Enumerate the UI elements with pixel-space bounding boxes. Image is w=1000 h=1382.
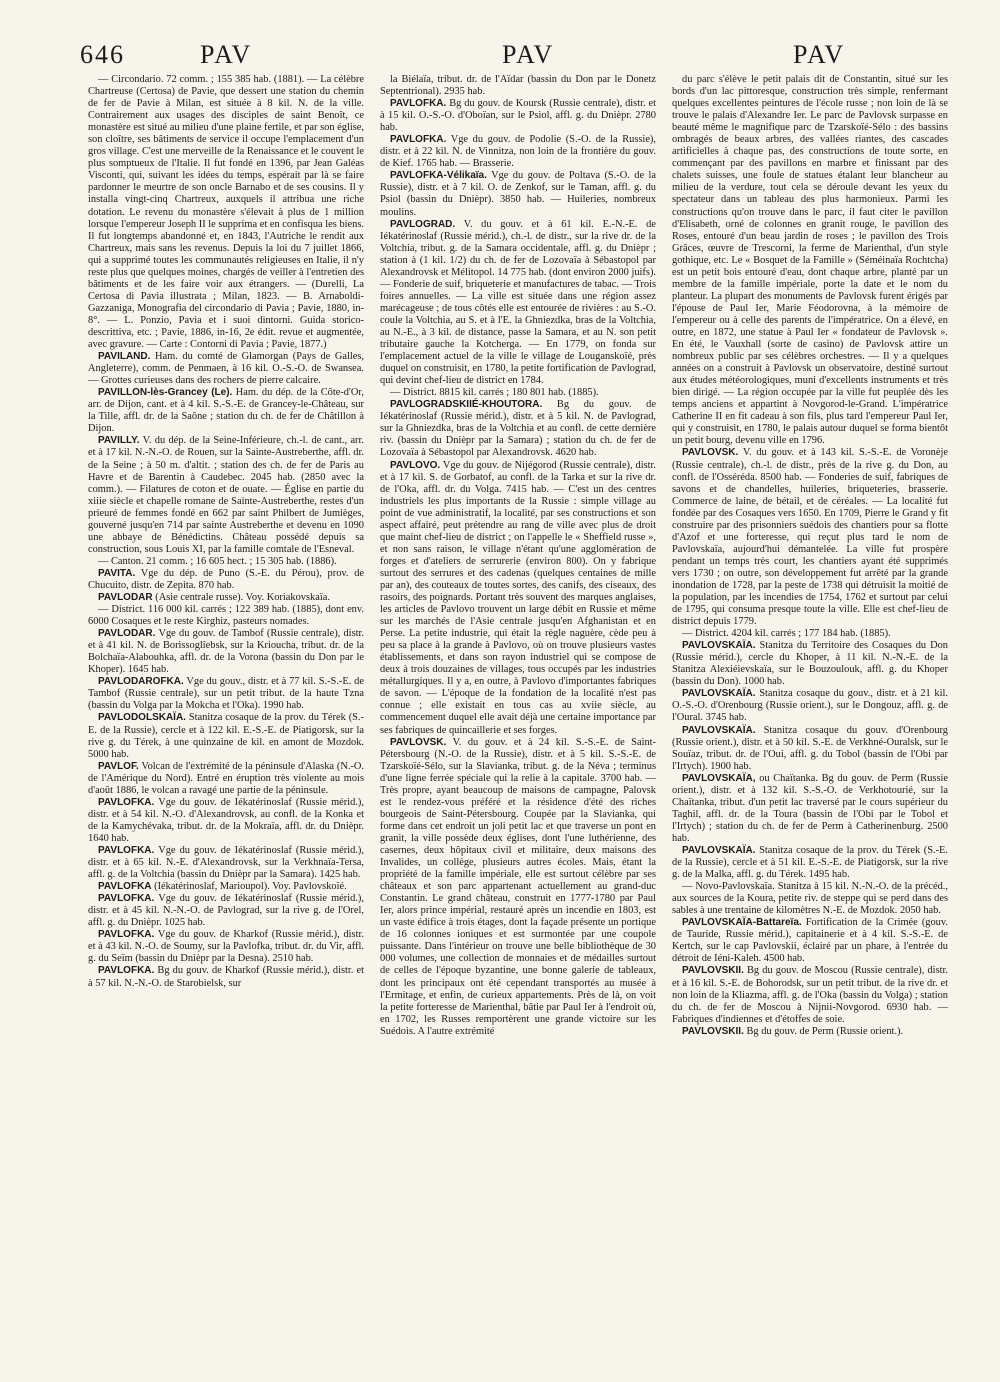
entry-headword: PAVLOVSKAÏA. — [682, 688, 756, 700]
column-center — [380, 74, 656, 1364]
entry-text: la Biélaïa, tribut. dr. de l'Aïdar (bassin du Don par le Donetz Septentrional). 2935 hab. — [380, 74, 656, 98]
entry-text: — Canton. 21 comm. ; 16 605 hect. ; 15 305 hab. (1886). — [98, 555, 337, 567]
entry-text: Vge du gouv. de Iékatérinoslaf (Russie mérid.), distr. et à 54 kil. N.-O. d'Alexandrovsk, au confl. de la Konka et de la Kamychévaka, tribut. dr. de la Mokraïa, affl. dr. du Dnièpr. 1640 hab. — [88, 796, 364, 844]
page-header — [80, 40, 950, 72]
entry-text: Bg du gouv. de Moscou (Russie centrale), distr. et à 16 kil. S.-E. de Bohorodsk, sur un petit tribut. de la rive dr. et non loin de la Kliazma, affl. g. de l'Oka (bassin du Volga) ; station du ch. de fer de Moscou à Nijnii-Novgorod. 6930 hab. — Fabriques d'indiennes et d'étoffes de soie. — [672, 965, 948, 1025]
entry-text: Stanitza cosaque de la prov. du Térek (S.-E. de la Russie), cercle et à 122 kil. E.-S.-E. de Piatigorsk, sur la rive g. du Térek, à une quinzaine de kil. en amont de Mozdok. 5000 hab. — [88, 712, 364, 760]
entry-text: — District. 116 000 kil. carrés ; 122 389 hab. (1885), dont env. 6000 Cosaques et le reste Kirghiz, pasteurs nomades. — [88, 604, 364, 628]
dictionary-entry — [380, 74, 656, 98]
entry-headword: PAVLODOLSKAÏA. — [98, 712, 186, 724]
entry-headword: PAVLOFKA. — [98, 965, 155, 977]
dictionary-entry — [380, 134, 656, 170]
dictionary-entry — [88, 929, 364, 965]
entry-headword: PAVLOFKA. — [390, 134, 447, 146]
entry-text: du parc s'élève le petit palais dit de Constantin, situé sur les bords d'un lac pittoresque, construction très simple, renfermant quelques excellentes peintures de l'école russe ; non loin de là se trouve le palais d'Alexandre Ier. Le parc de Pavlovsk surpasse en beauté même le magnifique parc de Tzarskoïé-Sélo : des bassins ombragés de beaux arbres, des vallées riantes, des cascades artificielles à chaque pas, des constructions de toute sorte, en commençant par des pavillons en marbre et finissant par des chalets suisses, une foule de statues étalant leur blancheur au milieu de la verdure, tout cela se déroule devant les yeux du spectateur dans un tableau des plus harmonieux. Parmi les constructions qu'on trouve dans le parc, il faut citer le pavillon d'Elisabeth, orné de colonnes en granit rouge, le pavillon des Roses, entouré d'un beau jardin de roses ; le pavillon des Trois Grâces, œuvre de Trescorni, la ferme de Marienthal, d'un style gothique, etc. Le « Bosquet de la Famille » (Séméinaïa Rochtcha) est un petit bois entouré d'eau, dont chaque arbre, planté par un membre de la famille impériale, porte la date et le nom du planteur. La plupart des monuments de Pavlovsk furent érigés par l'épouse de Paul Ier, Marie Féodorovna, à la mémoire de l'empereur ou à celle des parents de l'impératrice. On a élevé, en outre, en 1872, une statue à Paul Ier « fondateur de Pavlovsk ». En été, le Vauxhall (sorte de casino) de Pavlovsk attire un nombreux public par ses célèbres orchestres. — Il y a quelques années on a construit à Pavlovsk un observatoire, destiné surtout aux études météorologiques, muni d'excellents instruments et très bien dirigé. — La région occupée par la ville fut peuplée dès les temps anciens et appartint à Novgorod-le-Grand. L'impératrice Catherine II en fit cadeau à son fils, plus tard l'empereur Paul Ier, qui y construisit, en 1780, le palais autour duquel se forma bientôt un petit bourg, devenu ville en 1796. — [672, 74, 948, 447]
entry-text: Vge du gouv. de Nijégorod (Russie centrale), distr. et à 17 kil. S. de Gorbatof, au confl. de la Tarka et sur la rive dr. de l'Oka, affl. dr. du Volga. 7415 hab. — C'est un des centres industriels les plus importants de la Russie : simple village au point de vue administratif, la localité, par ses constructions et son aspect affairé, peut prétendre au rang de ville avec plus de droit que maint chef-lieu de district ; on l'appelle le « Sheffield russe », et non sans raison, le village n'étant qu'une agglomération de forges et d'ateliers de serrurerie (environ 800). On y fabrique surtout des serrures et des cadenas (quelques centaines de mille par an), des couteaux de toutes sortes, des canifs, des ciseaux, des rasoirs, des poignards. Portant très souvent des marques anglaises, les articles de Pavlovo trouvent un large débit en Russie et même sur les marchés de l'Asie centrale jusqu'en Afghanistan et en Perse. La petite industrie, qui était la règle naguère, cède peu à peu sa place à la grande à Pavlovo, où on trouve plusieurs vastes établissements, et dans son rayon industriel qui se compose de deux à trois douzaines de villages, tous occupés par les industries métallurgiques. Il y a, en outre, à Pavlovo d'importantes fabriques de savon. — L'époque de la fondation de la localité n'est pas connue ; elle existait en tous cas au xviie siècle, au commencement duquel elle avait déjà une certaine importance par ses fabriques de quincaillerie et ses forges. — [380, 459, 656, 736]
dictionary-entry — [672, 965, 948, 1025]
dictionary-entry — [88, 628, 364, 676]
entry-headword: PAVILLY. — [98, 435, 140, 447]
entry-text: — District. 4204 kil. carrés ; 177 184 hab. (1885). — [682, 628, 891, 640]
dictionary-entry — [88, 676, 364, 712]
entry-text: V. du gouv. et à 143 kil. S.-S.-E. de Voronèje (Russie centrale), ch.-l. de distr., près de la rive g. du Don, au confl. de l'Osséréda. 8500 hab. — Fonderies de suif, fabriques de savons et de chandelles, huileries, briqueteries, brasserie. Commerce de laine, de bétail, et de céréales. — La localité fut fondée par des Cosaques vers 1650. En 1709, Pierre le Grand y fit construire par des prisonniers suédois des chantiers pour sa flotte d'Azof et une forteresse, qui reçut plus tard le nom de Pavlovskaïa, aujourd'hui démantelée. La ville fut prospère pendant un temps très court, les chantiers ayant été supprimés vers 1730 ; on outre, son développement fut arrêté par la grande inondation de 1728, par la peste de 1738 qui détruisit la moitié de la population, par les incendies de 1754, 1762 et surtout par celui de 1795, qui consuma presque toute la ville. Elle est chef-lieu de district depuis 1779. — [672, 447, 948, 628]
entry-text: Vge du gouv. de Kharkof (Russie mérid.), distr. et à 43 kil. N.-O. de Soumy, sur la Pavlofka, tribut. dr. du Vir, affl. g. du Seïm (bassin du Dnièpr par la Desna). 2510 hab. — [88, 929, 364, 965]
entry-headword: PAVLOVSK. — [682, 447, 739, 459]
entry-text: ou Chaïtanka. Bg du gouv. de Perm (Russie orient.), distr. et à 132 kil. S.-S.-O. de Verkhotourié, sur la Chaïtanka, tribut. d'un petit lac traversé par le cours supérieur du Taghil, affl. dr. de la Toura (bassin de l'Obi par le Tobol et l'Irtych) ; station du ch. de fer de Perm à Catherinenburg. 2500 hab. — [672, 772, 948, 844]
entry-headword: PAVLOVSKII. — [682, 965, 744, 977]
entry-headword: PAVLOVSKAÏA. — [682, 724, 756, 736]
dictionary-entry — [88, 845, 364, 881]
dictionary-entry — [88, 761, 364, 797]
dictionary-entry — [88, 797, 364, 845]
entry-text: Vge du gouv. de Iékatérinoslaf (Russie mérid.), distr. et à 45 kil. N.-N.-O. de Pavlograd, sur la rive g. de l'Orel, affl. g. du Dnièpr. 1025 hab. — [88, 893, 364, 929]
dictionary-entry — [380, 460, 656, 737]
entry-headword: PAVLOFKA — [98, 881, 152, 893]
entry-headword: PAVLOFKA. — [98, 929, 155, 941]
entry-headword: PAVLOFKA. — [98, 796, 155, 808]
dictionary-entry — [672, 1026, 948, 1038]
entry-text: (Asie centrale russe). Voy. Koriakovskaïa. — [155, 592, 330, 604]
entry-text: (Iékatérinoslaf, Marioupol). Voy. Pavlovskoïé. — [154, 881, 347, 893]
dictionary-entry — [672, 881, 948, 917]
entry-text: Bg du gouv. de Perm (Russie orient.). — [746, 1025, 904, 1037]
entry-headword: PAVILAND. — [98, 351, 151, 363]
column-right — [672, 74, 948, 1364]
entry-text: Stanitza cosaque du gouv. d'Orenbourg (Russie orient.), distr. et à 50 kil. S.-E. de Verkhné-Ouralsk, sur le Souïaz, tribut. dr. de l'Oui, affl. g. du Tobol (bassin de l'Obi par l'Irtych). 1900 hab. — [672, 724, 948, 772]
dictionary-entry — [88, 387, 364, 435]
entry-text: Vge du gouv. de Poltava (S.-O. de la Russie), distr. et à 7 kil. O. de Zenkof, sur le Taman, affl. g. du Psiol (bassin du Dnièpr). 3850 hab. — Huileries, nombreux moulins. — [380, 170, 656, 218]
dictionary-entry — [88, 881, 364, 893]
entry-headword: PAVLOVSKAÏA. — [682, 845, 756, 856]
dictionary-entry — [672, 628, 948, 640]
entry-headword: PAVLOFKA-Vélikaïa. — [390, 170, 487, 182]
entry-text: Ham. du comté de Glamorgan (Pays de Galles, Angleterre), comm. de Penmaen, à 16 kil. O.-S.-O. de Swansea. — Grottes curieuses dans des rochers de pierre calcaire. — [88, 351, 364, 387]
entry-text: — District. 8815 kil. carrés ; 180 801 hab. (1885). — [390, 387, 599, 399]
dictionary-entry — [88, 74, 364, 351]
entry-text: — Circondario. 72 comm. ; 155 385 hab. (1881). — La célèbre Chartreuse (Certosa) de Pavie, que dessert une station du chemin de fer de Pavie à Milan, est située à 8 kil. N. de la ville. Contrairement aux usages des disciples de saint Benoît, ce monastère est situé au milieu d'une plaine fertile, et par son église, son cloître, ses bâtiments de service il occupe l'emplacement d'un gros village. C'est une merveille de la Renaissance et le couvent le plus somptueux de l'Italie. Il fut fondé en 1396, par Jean Galéas Visconti, qui, suivant les idées du temps, espérait par là se faire pardonner le meurtre de son oncle Barnabo et de ses cousins. Il y installa vingt-cinq Chartreux, auxquels il attribua une riche dotation. Le revenu du monastère s'élevait à plus de 1 million lorsque l'empereur Joseph II le supprima et en confisqua les biens. Il fut longtemps abandonné et, en 1843, l'Autriche le rendit aux Chartreux, mais sans les revenus. Depuis la loi du 7 juillet 1866, qui a supprimé toutes les communautés religieuses en Italie, il n'y reste plus que quelques moines, chargés de veiller à l'entretien des bâtiments et de les faire voir aux étrangers. — (Durelli, La Certosa di Pavia illustrata ; Milan, 1823. — B. Arnaboldi-Gazzaniga, Monografia del circondario di Pavia ; Pavie, 1880, in-8°. — L. Ponzio, Pavia et i suoi dintorni. Guida storico-descrittiva, etc. ; Pavie, 1886, in-16, 2e édit. revue et augmentée, avec gravure. — Carte : Contorni di Pavia ; Pavie, 1877.) — [88, 74, 364, 351]
entry-text: Fortification de la Crimée (gouv. de Tauride, Russie mérid.), capitainerie et à 4 kil. S.-S.-E. de Kertch, sur le cap Pavlovskii, éclairé par un phare, à l'entrée du détroit de Iéni-Kaleh. 4500 hab. — [672, 917, 948, 965]
dictionary-entry — [672, 845, 948, 881]
entry-text: Vge du gouv. de Tambof (Russie centrale), distr. et à 41 kil. N. de Borissoglîebsk, sur la Krioucha, tribut. dr. de la Bolchaïa-Alabouhka, affl. dr. de la Vorona (bassin du Don par le Khoper). 1645 hab. — [88, 628, 364, 676]
entry-text: Bg du gouv. de Koursk (Russie centrale), distr. et à 15 kil. O.-S.-O. d'Oboïan, sur le Psiol, affl. g. du Dnièpr. 2780 hab. — [380, 98, 656, 134]
dictionary-entry — [88, 604, 364, 628]
dictionary-entry — [380, 737, 656, 1038]
dictionary-entry — [380, 399, 656, 459]
page-number: 646 — [80, 40, 125, 69]
dictionary-entry — [672, 447, 948, 628]
entry-headword: PAVITA. — [98, 567, 136, 579]
entry-text: Bg du gouv. de Iékatérinoslaf (Russie mérid.), distr. et à 5 kil. N. de Pavlograd, sur la Ghniezdka, bras de la Voltchia et au confl. de cette dernière riv. (bassin du Dnièpr par la Samara) ; station du ch. de fer de Lozovaïa à Sébastopol par Alexandrovsk. 4620 hab. — [380, 399, 656, 459]
entry-text: Vge du dép. de Puno (S.-E. du Pérou), prov. de Chucuito, distr. de Zepita. 870 hab. — [88, 567, 364, 591]
entry-text: Vge du gouv., distr. et à 77 kil. S.-S.-E. de Tambof (Russie centrale), sur un petit tribut. de la haute Tzna (bassin du Volga par la Mokcha et l'Oka). 1990 hab. — [88, 676, 364, 712]
entry-headword: PAVLOVSK. — [390, 736, 447, 748]
text-columns — [88, 74, 948, 1364]
dictionary-entry — [672, 640, 948, 688]
entry-text: V. du gouv. et à 24 kil. S.-S.-E. de Saint-Pétersbourg (N.-O. de la Russie), distr. et à 5 kil. S.-S.-E. de Tzarskoïé-Sélo, sur la Slavianka, tribut. g. de la Néva ; terminus d'une ligne ferrée spéciale qui la relie à la capitale. 3700 hab. — Très propre, ayant beaucoup de maisons de campagne, Palovsk est le rendez-vous préféré et la résidence d'été des riches bourgeois de Saint-Pétersbourg. Coupée par la Slavianka, qui forme dans cet endroit un joli petit lac et que traverse un pont en granit, la ville possède deux églises, dont l'une luthérienne, des casernes, deux hôpitaux civil et militaire, deux maisons des Invalides, un collège, plusieurs autres écoles. Mais, étant la propriété de la famille impériale, elle est surtout célèbre par ses châteaux et son parc appartenant actuellement au grand-duc Constantin. Le grand château, construit en 1777-1780 par Paul Ier, alors prince impérial, restauré après un incendie en 1803, est un vaste édifice à trois étages, dont la façade présente un portique de 16 colonnes ioniques et est surmontée par une coupole puissante. Dans l'intérieur on trouve une belle bibliothèque de 30 000 volumes, une collection de monnaies et de médailles surtout de celles de l'époque byzantine, une bonne galerie de tableaux, dont les principaux ont été cependant transportés au musée à l'Ermitage, et enfin, de curieux appartements. Près de là, on voit la petite forteresse de Marienthal, bâtie par Paul Ier à l'endroit où, en 1702, les Russes remportèrent une grande victoire sur les Suédois. A l'autre extrémité — [380, 736, 656, 1037]
entry-headword: PAVLOFKA. — [390, 98, 447, 110]
entry-headword: PAVLOFKA. — [98, 845, 155, 856]
entry-text: Stanitza cosaque du gouv., distr. et à 21 kil. O.-S.-O. d'Orenbourg (Russie orient.), sur le Dongouz, affl. g. de l'Oural. 3745 hab. — [672, 688, 948, 724]
entry-text: Volcan de l'extrémité de la péninsule d'Alaska (N.-O. de l'Amérique du Nord). Entré en éruption très violente au mois d'août 1886, le volcan a ravagé une partie de la péninsule. — [88, 760, 364, 796]
running-head-right: PAV — [793, 40, 846, 69]
entry-text: V. du gouv. et à 61 kil. E.-N.-E. de Iékatérinoslaf (Russie mérid.), ch.-l. de distr., sur la rive dr. de la Voltchia, tribut. g. de la Samara occidentale, affl. g. du Dnièpr ; station à (1 kil. 1/2) du ch. de fer de Lozovaïa à Sébastopol par Alexandrovsk et Mélitopol. 14 775 hab. (dont environ 2000 juifs). — Fonderie de suif, briqueterie et manufactures de tabac. — Trois foires annuelles. — La ville est située dans une région assez marécageuse ; de tous côtés elle est entourée de rivières : au S.-O. coule la Voltchia, au S. et à l'E. la Ghniezdka, bras de la Voltchia, au N.-E., à 3 kil. de distance, passe la Samara, et au N. son petit tributaire gauche la Kotcherga. — En 1779, on fonda sur l'emplacement actuel de la ville le village de Louganskoïé, près duquel on construisit, en 1780, la petite fortification de Pavlograd, qui devint chef-lieu de district en 1784. — [380, 218, 656, 387]
entry-headword: PAVLOGRAD. — [390, 218, 456, 230]
dictionary-entry — [380, 98, 656, 134]
dictionary-entry — [88, 965, 364, 989]
entry-headword: PAVLOVSKII. — [682, 1025, 744, 1037]
dictionary-entry — [672, 773, 948, 845]
dictionary-entry — [672, 74, 948, 447]
dictionary-entry — [380, 387, 656, 399]
entry-headword: PAVLOFKA. — [98, 893, 155, 905]
entry-headword: PAVLODAR — [98, 592, 153, 604]
dictionary-entry — [380, 170, 656, 218]
entry-headword: PAVILLON-lès-Grancey (Le). — [98, 387, 233, 399]
dictionary-entry — [88, 435, 364, 555]
dictionary-entry — [88, 712, 364, 760]
entry-headword: PAVLODAROFKA. — [98, 676, 184, 688]
entry-headword: PAVLOVSKAÏA, — [682, 772, 756, 784]
entry-text: Ham. du dép. de la Côte-d'Or, arr. de Dijon, cant. et à 4 kil. S.-S.-E. de Grancey-le-Château, sur la Tille, affl. dr. de la Saône ; station du ch. de fer de Châtillon à Dijon. — [88, 387, 364, 435]
entry-text: — Novo-Pavlovskaïa. Stanitza à 15 kil. N.-N.-O. de la précéd., aux sources de la Koura, petite riv. de steppe qui se perd dans des sables à une trentaine de kilomètres N.-E. de Mozdok. 2050 hab. — [672, 881, 948, 917]
entry-text: Stanitza du Territoire des Cosaques du Don (Russie mérid.), cercle du Khoper, à 11 kil. N.-N.-E. de la Stanitza Alexiéievskaïa, sur le Bouzoulouk, affl. g. du Khoper (bassin du Don). 1000 hab. — [672, 640, 948, 688]
column-left — [88, 74, 364, 1364]
entry-text: Stanitza cosaque de la prov. du Térek (S.-E. de la Russie), cercle et à 51 kil. E.-S.-E. de Piatigorsk, sur la rive g. de la Malka, affl. g. du Térek. 1495 hab. — [672, 845, 948, 881]
entry-text: Vge du gouv. de Podolie (S.-O. de la Russie), distr. et à 22 kil. N. de Vinnitza, non loin de la frontière du gouv. de Kief. 1765 hab. — Brasserie. — [380, 134, 656, 170]
running-head-center: PAV — [502, 40, 555, 69]
dictionary-entry — [672, 688, 948, 724]
entry-text: Vge du gouv. de Iékatérinoslaf (Russie mérid.), distr. et à 65 kil. N.-E. d'Alexandrovsk, sur la Verkhnaïa-Tersa, affl. g. de la Voltchia (bassin du Dnièpr par la Samara). 1425 hab. — [88, 845, 364, 881]
dictionary-entry — [88, 568, 364, 592]
entry-headword: PAVLOF. — [98, 760, 139, 772]
dictionary-entry — [380, 219, 656, 388]
dictionary-entry — [88, 351, 364, 387]
entry-headword: PAVLOVSKAÏA-Battareïa. — [682, 917, 802, 929]
dictionary-entry — [88, 592, 364, 604]
entry-headword: PAVLOVSKAÏA. — [682, 640, 756, 652]
dictionary-entry — [672, 917, 948, 965]
dictionary-entry — [88, 893, 364, 929]
entry-headword: PAVLOVO. — [390, 459, 441, 471]
entry-text: Bg du gouv. de Kharkof (Russie mérid.), distr. et à 57 kil. N.-N.-O. de Starobielsk, sur — [88, 965, 364, 989]
entry-text: V. du dép. de la Seine-Inférieure, ch.-l. de cant., arr. et à 17 kil. N.-N.-O. de Rouen, sur la Sainte-Austreberthe, affl. dr. de la Seine ; à 50 m. d'altit. ; station des ch. de fer de Paris au Havre et de Barentin à Caudebec. 2045 hab. (2850 avec la comm.). — Filatures de coton et de ouate. — Église en partie du xiiie siècle et chapelle romane de Sainte-Austreberthe, restes d'un prieuré de femmes fondé en 662 par saint Philbert de Jumièges, gouverné jusqu'en 714 par sainte Austreberthe et devenu en 1090 une abbaye de Bénédictins. Château possédé depuis sa construction, sous Louis XI, par la famille comtale de l'Esneval. — [88, 435, 364, 555]
entry-headword: PAVLODAR. — [98, 628, 156, 640]
entry-headword: PAVLOGRADSKIIÉ-KHOUTORA. — [390, 399, 543, 411]
running-head-left: PAV — [200, 40, 253, 69]
dictionary-entry — [88, 556, 364, 568]
dictionary-entry — [672, 725, 948, 773]
